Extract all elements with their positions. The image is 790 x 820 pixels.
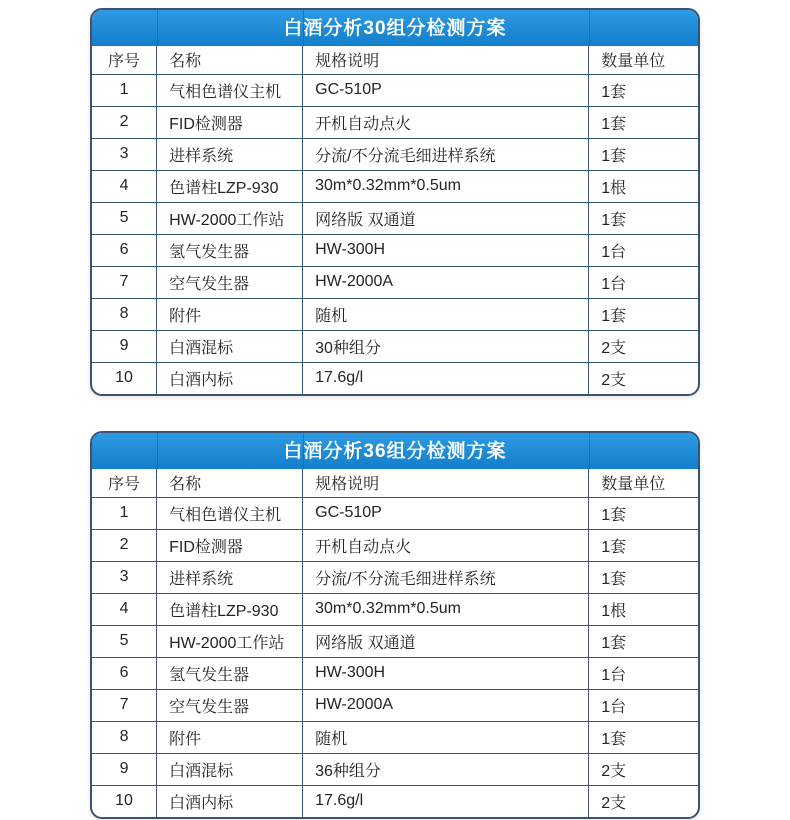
cell-spec: GC-510P [303,74,589,106]
cell-spec: 30m*0.32mm*0.5um [303,170,589,202]
cell-spec: HW-2000A [303,266,589,298]
cell-qty: 1套 [589,202,698,234]
cell-spec: 开机自动点火 [303,529,589,561]
table-title-bar [92,433,698,469]
cell-qty: 2支 [589,785,698,817]
table-row [92,298,698,330]
title-column-divider [157,10,159,46]
cell-spec: 网络版 双通道 [303,202,589,234]
cell-name: 气相色谱仪主机 [157,74,303,106]
spec-table [92,469,698,817]
cell-name: 气相色谱仪主机 [157,497,303,529]
cell-spec: 30m*0.32mm*0.5um [303,593,589,625]
table-row [92,266,698,298]
cell-serial: 1 [92,497,157,529]
cell-qty: 1套 [589,497,698,529]
header-serial: 序号 [92,46,157,74]
header-spec: 规格说明 [303,46,589,74]
table-row [92,497,698,529]
cell-spec: GC-510P [303,497,589,529]
cell-qty: 1台 [589,234,698,266]
cell-name: HW-2000工作站 [157,625,303,657]
cell-qty: 2支 [589,362,698,394]
spec-table-36-components [90,431,700,819]
cell-serial: 2 [92,529,157,561]
cell-spec: HW-300H [303,234,589,266]
table-row [92,138,698,170]
cell-qty: 1台 [589,266,698,298]
cell-spec: 开机自动点火 [303,106,589,138]
table-row [92,202,698,234]
table-row [92,74,698,106]
cell-qty: 1台 [589,657,698,689]
table-title-bar [92,10,698,46]
cell-spec: 17.6g/l [303,785,589,817]
cell-name: HW-2000工作站 [157,202,303,234]
table-row [92,753,698,785]
header-row [92,46,698,74]
title-column-divider [589,10,591,46]
cell-spec: 36种组分 [303,753,589,785]
cell-spec: 30种组分 [303,330,589,362]
cell-name: 空气发生器 [157,266,303,298]
cell-qty: 1套 [589,529,698,561]
table-row [92,234,698,266]
cell-qty: 1套 [589,298,698,330]
cell-name: 白酒混标 [157,330,303,362]
cell-serial: 1 [92,74,157,106]
cell-spec: 随机 [303,298,589,330]
header-name: 名称 [157,469,303,497]
table-row [92,106,698,138]
cell-serial: 9 [92,330,157,362]
table-row [92,625,698,657]
spec-table [92,46,698,394]
title-column-divider [303,10,305,46]
cell-name: 白酒内标 [157,362,303,394]
cell-name: 色谱柱LZP-930 [157,170,303,202]
cell-spec: 17.6g/l [303,362,589,394]
cell-qty: 2支 [589,330,698,362]
cell-serial: 6 [92,234,157,266]
header-row [92,469,698,497]
cell-spec: 分流/不分流毛细进样系统 [303,138,589,170]
table-row [92,721,698,753]
cell-qty: 1套 [589,561,698,593]
spec-table-30-components [90,8,700,396]
header-name: 名称 [157,46,303,74]
cell-name: 附件 [157,721,303,753]
cell-serial: 3 [92,138,157,170]
cell-qty: 1套 [589,138,698,170]
cell-name: FID检测器 [157,106,303,138]
cell-qty: 1套 [589,721,698,753]
cell-spec: HW-300H [303,657,589,689]
cell-qty: 1台 [589,689,698,721]
table-row [92,170,698,202]
cell-spec: 网络版 双通道 [303,625,589,657]
header-serial: 序号 [92,469,157,497]
cell-name: FID检测器 [157,529,303,561]
cell-name: 氢气发生器 [157,234,303,266]
cell-serial: 7 [92,266,157,298]
cell-name: 附件 [157,298,303,330]
cell-qty: 1套 [589,625,698,657]
cell-serial: 6 [92,657,157,689]
title-column-divider [157,433,159,469]
cell-serial: 2 [92,106,157,138]
table-row [92,689,698,721]
header-qty: 数量单位 [589,469,698,497]
table-body [92,74,698,394]
cell-name: 白酒内标 [157,785,303,817]
header-qty: 数量单位 [589,46,698,74]
table-row [92,529,698,561]
cell-qty: 1套 [589,106,698,138]
cell-name: 白酒混标 [157,753,303,785]
cell-serial: 10 [92,362,157,394]
table-body [92,497,698,817]
table-row [92,330,698,362]
cell-serial: 7 [92,689,157,721]
header-spec: 规格说明 [303,469,589,497]
cell-serial: 9 [92,753,157,785]
cell-name: 空气发生器 [157,689,303,721]
table-title: 白酒分析30组分检测方案 [283,17,507,39]
table-row [92,657,698,689]
table-row [92,362,698,394]
cell-serial: 10 [92,785,157,817]
cell-serial: 3 [92,561,157,593]
cell-qty: 1根 [589,593,698,625]
cell-qty: 2支 [589,753,698,785]
cell-qty: 1根 [589,170,698,202]
cell-name: 氢气发生器 [157,657,303,689]
cell-serial: 5 [92,625,157,657]
cell-spec: HW-2000A [303,689,589,721]
cell-serial: 4 [92,170,157,202]
table-title: 白酒分析36组分检测方案 [283,440,507,462]
cell-spec: 随机 [303,721,589,753]
title-column-divider [303,433,305,469]
cell-serial: 8 [92,721,157,753]
cell-serial: 4 [92,593,157,625]
cell-spec: 分流/不分流毛细进样系统 [303,561,589,593]
cell-qty: 1套 [589,74,698,106]
cell-name: 进样系统 [157,561,303,593]
title-column-divider [589,433,591,469]
table-row [92,593,698,625]
cell-serial: 8 [92,298,157,330]
cell-name: 进样系统 [157,138,303,170]
table-row [92,561,698,593]
cell-serial: 5 [92,202,157,234]
table-row [92,785,698,817]
cell-name: 色谱柱LZP-930 [157,593,303,625]
